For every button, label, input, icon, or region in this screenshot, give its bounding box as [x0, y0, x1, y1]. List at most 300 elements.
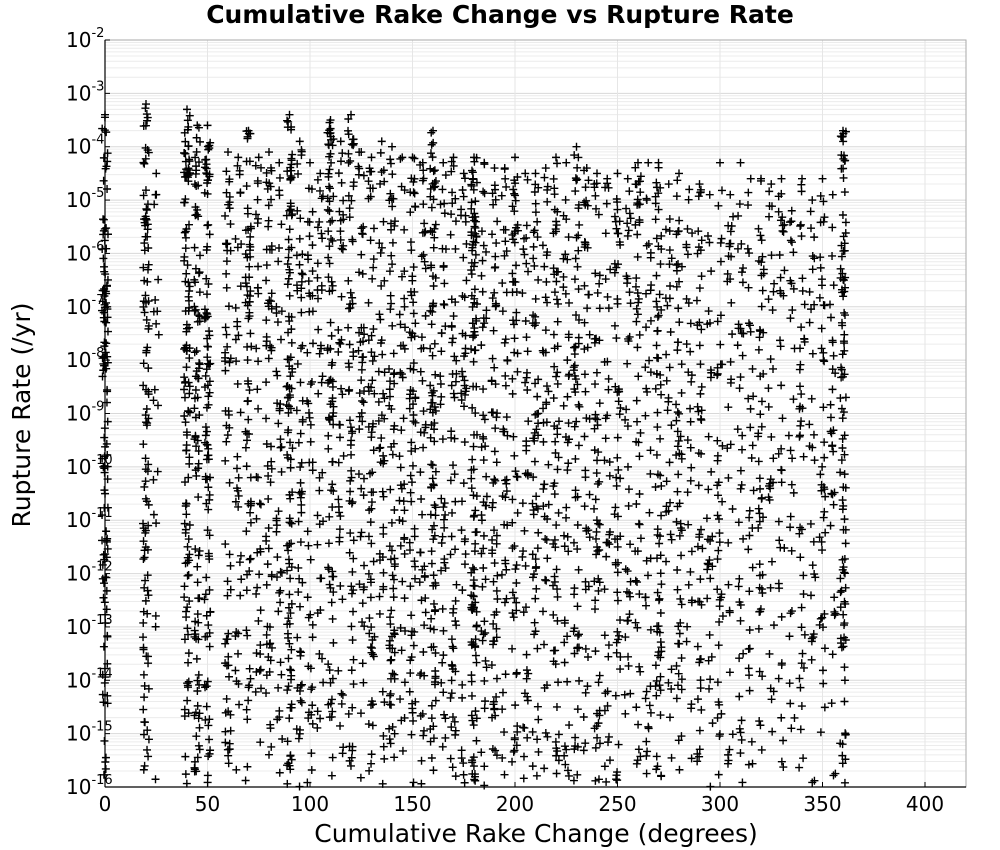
- data-point: [470, 721, 478, 729]
- data-point: [769, 288, 777, 296]
- data-point: [358, 366, 366, 374]
- data-point: [347, 451, 355, 459]
- data-point: [440, 301, 448, 309]
- data-point: [140, 160, 148, 168]
- data-point: [326, 218, 334, 226]
- data-point: [755, 346, 763, 354]
- data-point: [417, 712, 425, 720]
- y-tick-label: $10^{-15}$: [66, 719, 113, 746]
- data-point: [563, 393, 571, 401]
- data-point: [755, 505, 763, 513]
- data-point: [709, 719, 717, 727]
- data-point: [647, 446, 655, 454]
- data-point: [430, 437, 438, 445]
- data-point: [386, 613, 394, 621]
- data-point: [788, 481, 796, 489]
- data-point: [606, 458, 614, 466]
- data-point: [666, 363, 674, 371]
- data-point: [602, 229, 610, 237]
- data-point: [523, 675, 531, 683]
- data-point: [203, 342, 211, 350]
- data-point: [737, 467, 745, 475]
- data-point: [460, 771, 468, 779]
- data-point: [533, 410, 541, 418]
- data-point: [439, 159, 447, 167]
- data-point: [441, 734, 449, 742]
- data-point: [274, 607, 282, 615]
- data-point: [828, 385, 836, 393]
- data-point: [307, 438, 315, 446]
- data-point: [431, 649, 439, 657]
- data-point: [206, 491, 214, 499]
- data-point: [357, 533, 365, 541]
- data-point: [471, 197, 479, 205]
- data-point: [386, 155, 394, 163]
- data-point: [534, 544, 542, 552]
- data-point: [308, 378, 316, 386]
- data-point: [666, 458, 674, 466]
- data-point: [839, 496, 847, 504]
- data-point: [295, 518, 303, 526]
- data-point: [206, 586, 214, 594]
- data-point: [746, 423, 754, 431]
- data-point: [344, 277, 352, 285]
- data-point: [632, 283, 640, 291]
- data-point: [430, 244, 438, 252]
- data-point: [501, 598, 509, 606]
- data-point: [488, 503, 496, 511]
- data-point: [273, 553, 281, 561]
- data-point: [286, 292, 294, 300]
- data-point: [613, 454, 621, 462]
- data-point: [479, 544, 487, 552]
- data-point: [675, 318, 683, 326]
- data-point: [684, 250, 692, 258]
- data-point: [336, 512, 344, 520]
- data-point: [675, 217, 683, 225]
- data-point: [533, 393, 541, 401]
- data-point: [264, 560, 272, 568]
- data-point: [417, 495, 425, 503]
- data-point: [440, 559, 448, 567]
- data-point: [644, 159, 652, 167]
- data-point: [747, 405, 755, 413]
- data-point: [387, 739, 395, 747]
- data-point: [529, 762, 537, 770]
- data-point: [409, 462, 417, 470]
- data-point: [554, 593, 562, 601]
- data-point: [697, 706, 705, 714]
- data-point: [574, 705, 582, 713]
- data-point: [431, 166, 439, 174]
- data-point: [477, 341, 485, 349]
- y-tick-label: $10^{-11}$: [66, 506, 113, 533]
- data-point: [421, 573, 429, 581]
- data-point: [820, 438, 828, 446]
- data-point: [417, 549, 425, 557]
- data-point: [328, 772, 336, 780]
- data-point: [407, 731, 415, 739]
- data-point: [151, 296, 159, 304]
- data-point: [461, 779, 469, 787]
- data-point: [297, 501, 305, 509]
- data-point: [479, 288, 487, 296]
- data-point: [472, 251, 480, 259]
- data-point: [756, 560, 764, 568]
- data-point: [837, 364, 845, 372]
- data-point: [326, 184, 334, 192]
- data-point: [253, 584, 261, 592]
- data-point: [471, 528, 479, 536]
- data-point: [436, 372, 444, 380]
- data-point: [391, 675, 399, 683]
- data-point: [287, 464, 295, 472]
- data-point: [452, 772, 460, 780]
- data-point: [314, 390, 322, 398]
- data-point: [305, 277, 313, 285]
- data-point: [459, 254, 467, 262]
- data-point: [593, 369, 601, 377]
- data-point: [581, 739, 589, 747]
- data-point: [140, 693, 148, 701]
- data-point: [482, 306, 490, 314]
- data-point: [591, 596, 599, 604]
- data-point: [636, 668, 644, 676]
- data-point: [582, 689, 590, 697]
- data-point: [840, 698, 848, 706]
- data-point: [592, 495, 600, 503]
- data-point: [224, 431, 232, 439]
- data-point: [288, 339, 296, 347]
- data-point: [768, 251, 776, 259]
- data-point: [797, 323, 805, 331]
- data-point: [185, 354, 193, 362]
- data-point: [429, 153, 437, 161]
- data-point: [185, 597, 193, 605]
- data-point: [469, 564, 477, 572]
- data-point: [787, 724, 795, 732]
- data-point: [141, 762, 149, 770]
- data-point: [542, 326, 550, 334]
- data-point: [246, 386, 254, 394]
- data-point: [459, 759, 467, 767]
- data-point: [227, 562, 235, 570]
- data-point: [615, 397, 623, 405]
- data-point: [221, 367, 229, 375]
- data-point: [224, 746, 232, 754]
- data-point: [152, 169, 160, 177]
- data-point: [635, 452, 643, 460]
- data-point: [243, 182, 251, 190]
- data-point: [656, 290, 664, 298]
- data-point: [799, 287, 807, 295]
- data-point: [470, 512, 478, 520]
- data-point: [350, 680, 358, 688]
- data-point: [337, 385, 345, 393]
- data-point: [360, 172, 368, 180]
- data-point: [758, 746, 766, 754]
- data-point: [798, 175, 806, 183]
- data-point: [479, 411, 487, 419]
- data-point: [749, 760, 757, 768]
- data-point: [512, 261, 520, 269]
- data-point: [736, 725, 744, 733]
- data-point: [735, 654, 743, 662]
- data-point: [155, 331, 163, 339]
- data-point: [380, 394, 388, 402]
- data-point: [808, 656, 816, 664]
- data-point: [765, 295, 773, 303]
- data-point: [595, 775, 603, 783]
- data-point: [410, 557, 418, 565]
- data-point: [767, 355, 775, 363]
- data-point: [755, 225, 763, 233]
- data-point: [358, 397, 366, 405]
- data-point: [285, 640, 293, 648]
- data-point: [184, 659, 192, 667]
- data-point: [367, 760, 375, 768]
- data-point: [100, 643, 108, 651]
- data-point: [182, 363, 190, 371]
- data-point: [501, 372, 509, 380]
- data-point: [449, 334, 457, 342]
- data-point: [334, 348, 342, 356]
- data-point: [745, 671, 753, 679]
- data-point: [389, 451, 397, 459]
- data-point: [543, 382, 551, 390]
- data-point: [581, 502, 589, 510]
- data-point: [327, 235, 335, 243]
- data-point: [103, 386, 111, 394]
- data-point: [196, 288, 204, 296]
- data-point: [262, 378, 270, 386]
- data-point: [276, 769, 284, 777]
- data-point: [359, 270, 367, 278]
- data-point: [808, 395, 816, 403]
- data-point: [150, 511, 158, 519]
- data-point: [196, 724, 204, 732]
- data-point: [543, 198, 551, 206]
- data-point: [222, 240, 230, 248]
- data-point: [202, 573, 210, 581]
- data-point: [799, 754, 807, 762]
- data-point: [829, 448, 837, 456]
- data-point: [482, 657, 490, 665]
- data-point: [182, 608, 190, 616]
- data-point: [510, 190, 518, 198]
- data-point: [297, 294, 305, 302]
- data-point: [818, 324, 826, 332]
- data-point: [386, 385, 394, 393]
- data-point: [203, 703, 211, 711]
- data-point: [480, 456, 488, 464]
- data-point: [191, 244, 199, 252]
- data-point: [704, 232, 712, 240]
- x-tick-label: 400: [905, 792, 945, 816]
- data-point: [277, 336, 285, 344]
- data-point: [275, 507, 283, 515]
- data-point: [325, 539, 333, 547]
- data-point: [246, 329, 254, 337]
- data-point: [468, 270, 476, 278]
- data-point: [562, 504, 570, 512]
- data-point: [267, 724, 275, 732]
- data-point: [675, 437, 683, 445]
- data-point: [470, 443, 478, 451]
- data-point: [347, 762, 355, 770]
- data-point: [768, 558, 776, 566]
- data-point: [316, 350, 324, 358]
- data-point: [297, 509, 305, 517]
- data-point: [440, 279, 448, 287]
- data-point: [407, 611, 415, 619]
- data-point: [277, 658, 285, 666]
- data-point: [775, 518, 783, 526]
- data-point: [472, 737, 480, 745]
- data-point: [334, 495, 342, 503]
- data-point: [677, 551, 685, 559]
- data-point: [604, 539, 612, 547]
- data-point: [676, 630, 684, 638]
- data-point: [518, 553, 526, 561]
- data-point: [152, 320, 160, 328]
- data-point: [349, 141, 357, 149]
- data-point: [520, 774, 528, 782]
- data-point: [745, 645, 753, 653]
- data-point: [673, 261, 681, 269]
- data-point: [202, 431, 210, 439]
- data-point: [511, 467, 519, 475]
- data-point: [387, 292, 395, 300]
- data-point: [348, 666, 356, 674]
- data-point: [359, 223, 367, 231]
- data-point: [625, 589, 633, 597]
- data-point: [478, 272, 486, 280]
- data-point: [502, 335, 510, 343]
- data-point: [594, 587, 602, 595]
- data-point: [389, 723, 397, 731]
- data-point: [590, 505, 598, 513]
- data-point: [314, 326, 322, 334]
- data-point: [329, 458, 337, 466]
- data-point: [196, 709, 204, 717]
- data-point: [275, 159, 283, 167]
- data-point: [408, 277, 416, 285]
- data-point: [347, 441, 355, 449]
- data-point: [263, 333, 271, 341]
- data-point: [575, 677, 583, 685]
- data-point: [306, 414, 314, 422]
- data-point: [705, 685, 713, 693]
- data-point: [181, 520, 189, 528]
- data-point: [826, 300, 834, 308]
- data-point: [429, 766, 437, 774]
- data-point: [103, 587, 111, 595]
- data-point: [419, 200, 427, 208]
- data-point: [652, 661, 660, 669]
- data-point: [377, 434, 385, 442]
- data-point: [541, 576, 549, 584]
- data-point: [647, 709, 655, 717]
- data-point: [349, 608, 357, 616]
- data-point: [139, 706, 147, 714]
- data-point: [318, 282, 326, 290]
- data-point: [418, 757, 426, 765]
- data-point: [734, 425, 742, 433]
- data-point: [561, 542, 569, 550]
- data-point: [519, 499, 527, 507]
- data-point: [480, 677, 488, 685]
- data-point: [439, 627, 447, 635]
- data-point: [644, 571, 652, 579]
- data-point: [810, 538, 818, 546]
- data-point: [509, 186, 517, 194]
- data-point: [276, 598, 284, 606]
- data-point: [387, 606, 395, 614]
- data-point: [674, 442, 682, 450]
- data-point: [243, 436, 251, 444]
- data-point: [642, 602, 650, 610]
- data-point: [287, 155, 295, 163]
- data-point: [232, 766, 240, 774]
- data-point: [561, 250, 569, 258]
- data-point: [439, 435, 447, 443]
- data-point: [524, 347, 532, 355]
- data-point: [786, 699, 794, 707]
- data-point: [729, 730, 737, 738]
- data-point: [479, 257, 487, 265]
- data-point: [696, 180, 704, 188]
- data-point: [581, 370, 589, 378]
- data-point: [253, 385, 261, 393]
- data-point: [406, 582, 414, 590]
- data-point: [724, 539, 732, 547]
- data-point: [684, 521, 692, 529]
- data-point: [522, 437, 530, 445]
- data-point: [416, 671, 424, 679]
- data-point: [254, 405, 262, 413]
- data-point: [636, 490, 644, 498]
- data-point: [542, 577, 550, 585]
- data-point: [787, 217, 795, 225]
- data-point: [571, 734, 579, 742]
- data-point: [144, 467, 152, 475]
- data-point: [539, 438, 547, 446]
- data-point: [675, 169, 683, 177]
- data-point: [204, 483, 212, 491]
- data-point: [324, 432, 332, 440]
- data-point: [688, 596, 696, 604]
- data-point: [286, 372, 294, 380]
- data-point: [738, 446, 746, 454]
- data-point: [458, 694, 466, 702]
- data-point: [470, 762, 478, 770]
- data-point: [448, 676, 456, 684]
- data-point: [204, 771, 212, 779]
- data-point: [573, 175, 581, 183]
- data-point: [406, 208, 414, 216]
- data-point: [511, 565, 519, 573]
- data-point: [428, 141, 436, 149]
- data-point: [809, 561, 817, 569]
- data-point: [350, 656, 358, 664]
- data-point: [807, 520, 815, 528]
- data-point: [827, 401, 835, 409]
- data-point: [737, 373, 745, 381]
- data-point: [706, 191, 714, 199]
- data-point: [775, 675, 783, 683]
- data-point: [573, 164, 581, 172]
